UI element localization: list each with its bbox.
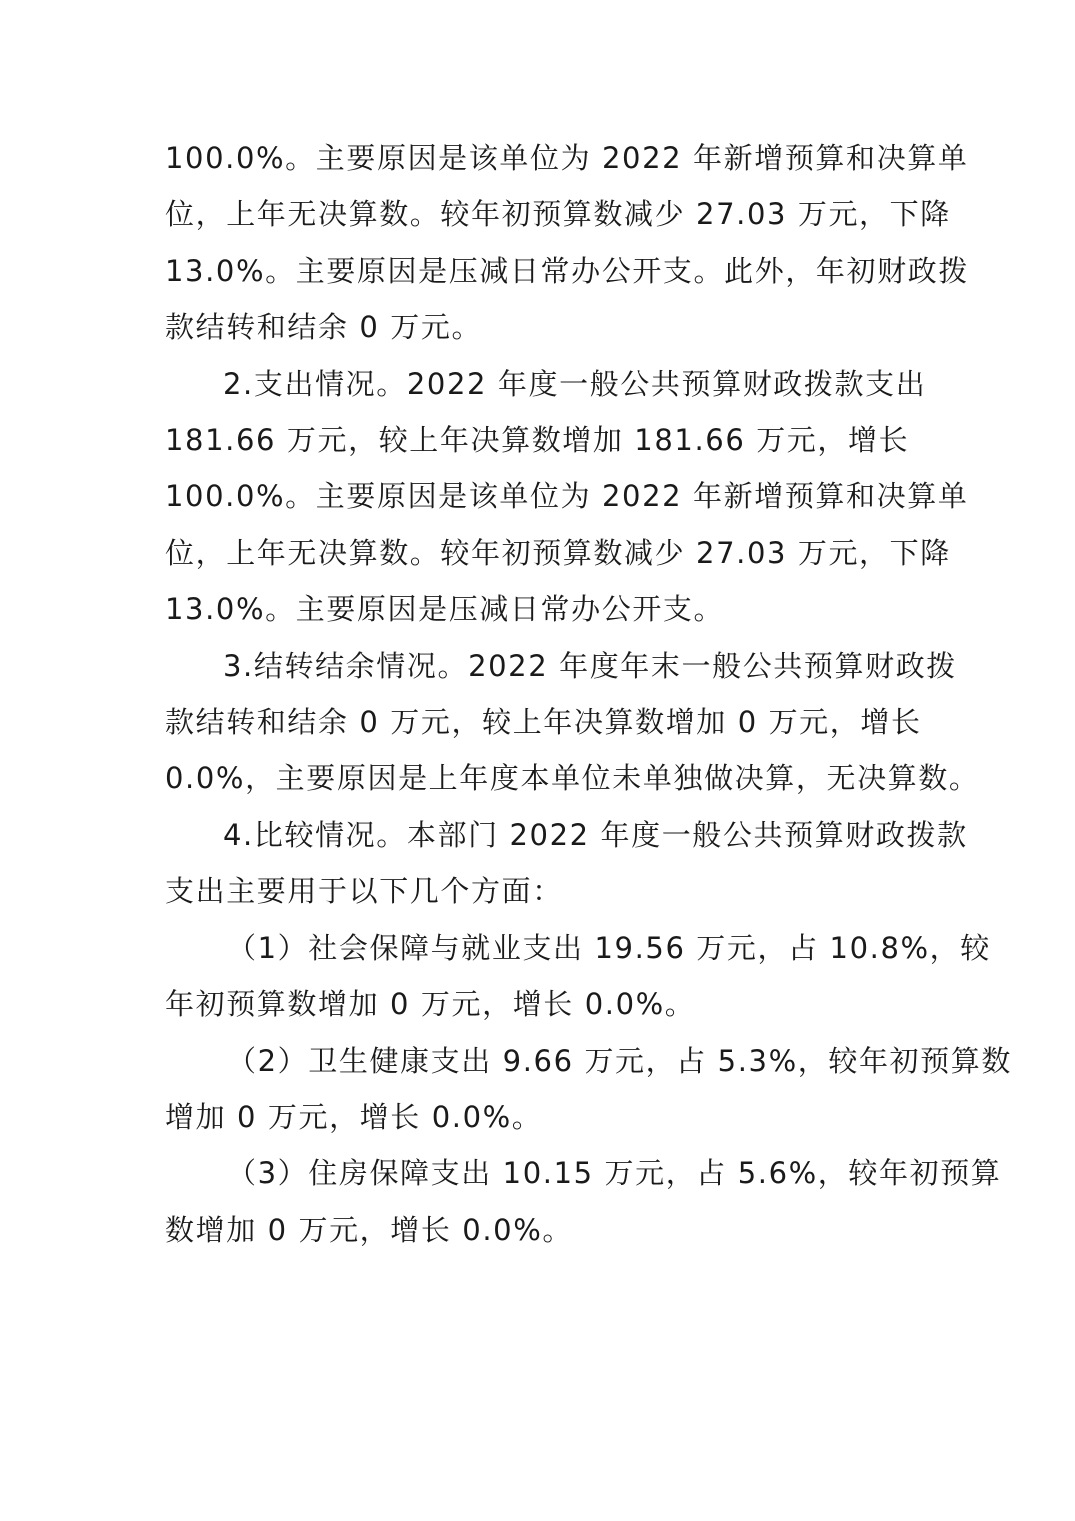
- item-housing: （3）住房保障支出 10.15 万元，占 5.6%，较年初预算: [227, 1156, 1002, 1191]
- text-line: 100.0%。主要原因是该单位为 2022 年新增预算和决算单: [165, 141, 969, 175]
- text-line: 数增加 0 万元，增长 0.0%。: [165, 1212, 573, 1247]
- text-line: 支出主要用于以下几个方面：: [165, 874, 563, 909]
- item-social-security: （1）社会保障与就业支出 19.56 万元，占 10.8%，较: [227, 930, 991, 965]
- document-body: [165, 130, 1012, 1258]
- text-line: 增加 0 万元，增长 0.0%。: [165, 1099, 543, 1134]
- text-line: 年初预算数增加 0 万元，增长 0.0%。: [165, 987, 696, 1022]
- text-line: 100.0%。主要原因是该单位为 2022 年新增预算和决算单: [165, 479, 969, 514]
- text-line: 位，上年无决算数。较年初预算数减少 27.03 万元，下降: [165, 197, 951, 232]
- text-line: 款结转和结余 0 万元，较上年决算数增加 0 万元，增长: [165, 705, 922, 740]
- text-line: 181.66 万元，较上年决算数增加 181.66 万元，增长: [165, 423, 910, 458]
- text-line: 13.0%。主要原因是压减日常办公开支。此外，年初财政拨: [165, 253, 969, 288]
- text-line: 0.0%，主要原因是上年度本单位未单独做决算，无决算数。: [165, 761, 980, 796]
- text-line: 13.0%。主要原因是压减日常办公开支。: [165, 592, 725, 627]
- text-line: 款结转和结余 0 万元。: [165, 310, 483, 345]
- paragraph-carryover: 3.结转结余情况。2022 年度年末一般公共预算财政拨: [223, 648, 957, 683]
- paragraph-expenditure: 2.支出情况。2022 年度一般公共预算财政拨款支出: [223, 366, 927, 401]
- text-line: 位，上年无决算数。较年初预算数减少 27.03 万元，下降: [165, 535, 951, 570]
- paragraph-comparison: 4.比较情况。本部门 2022 年度一般公共预算财政拨款: [223, 817, 968, 852]
- item-health: （2）卫生健康支出 9.66 万元，占 5.3%，较年初预算数: [227, 1043, 1012, 1078]
